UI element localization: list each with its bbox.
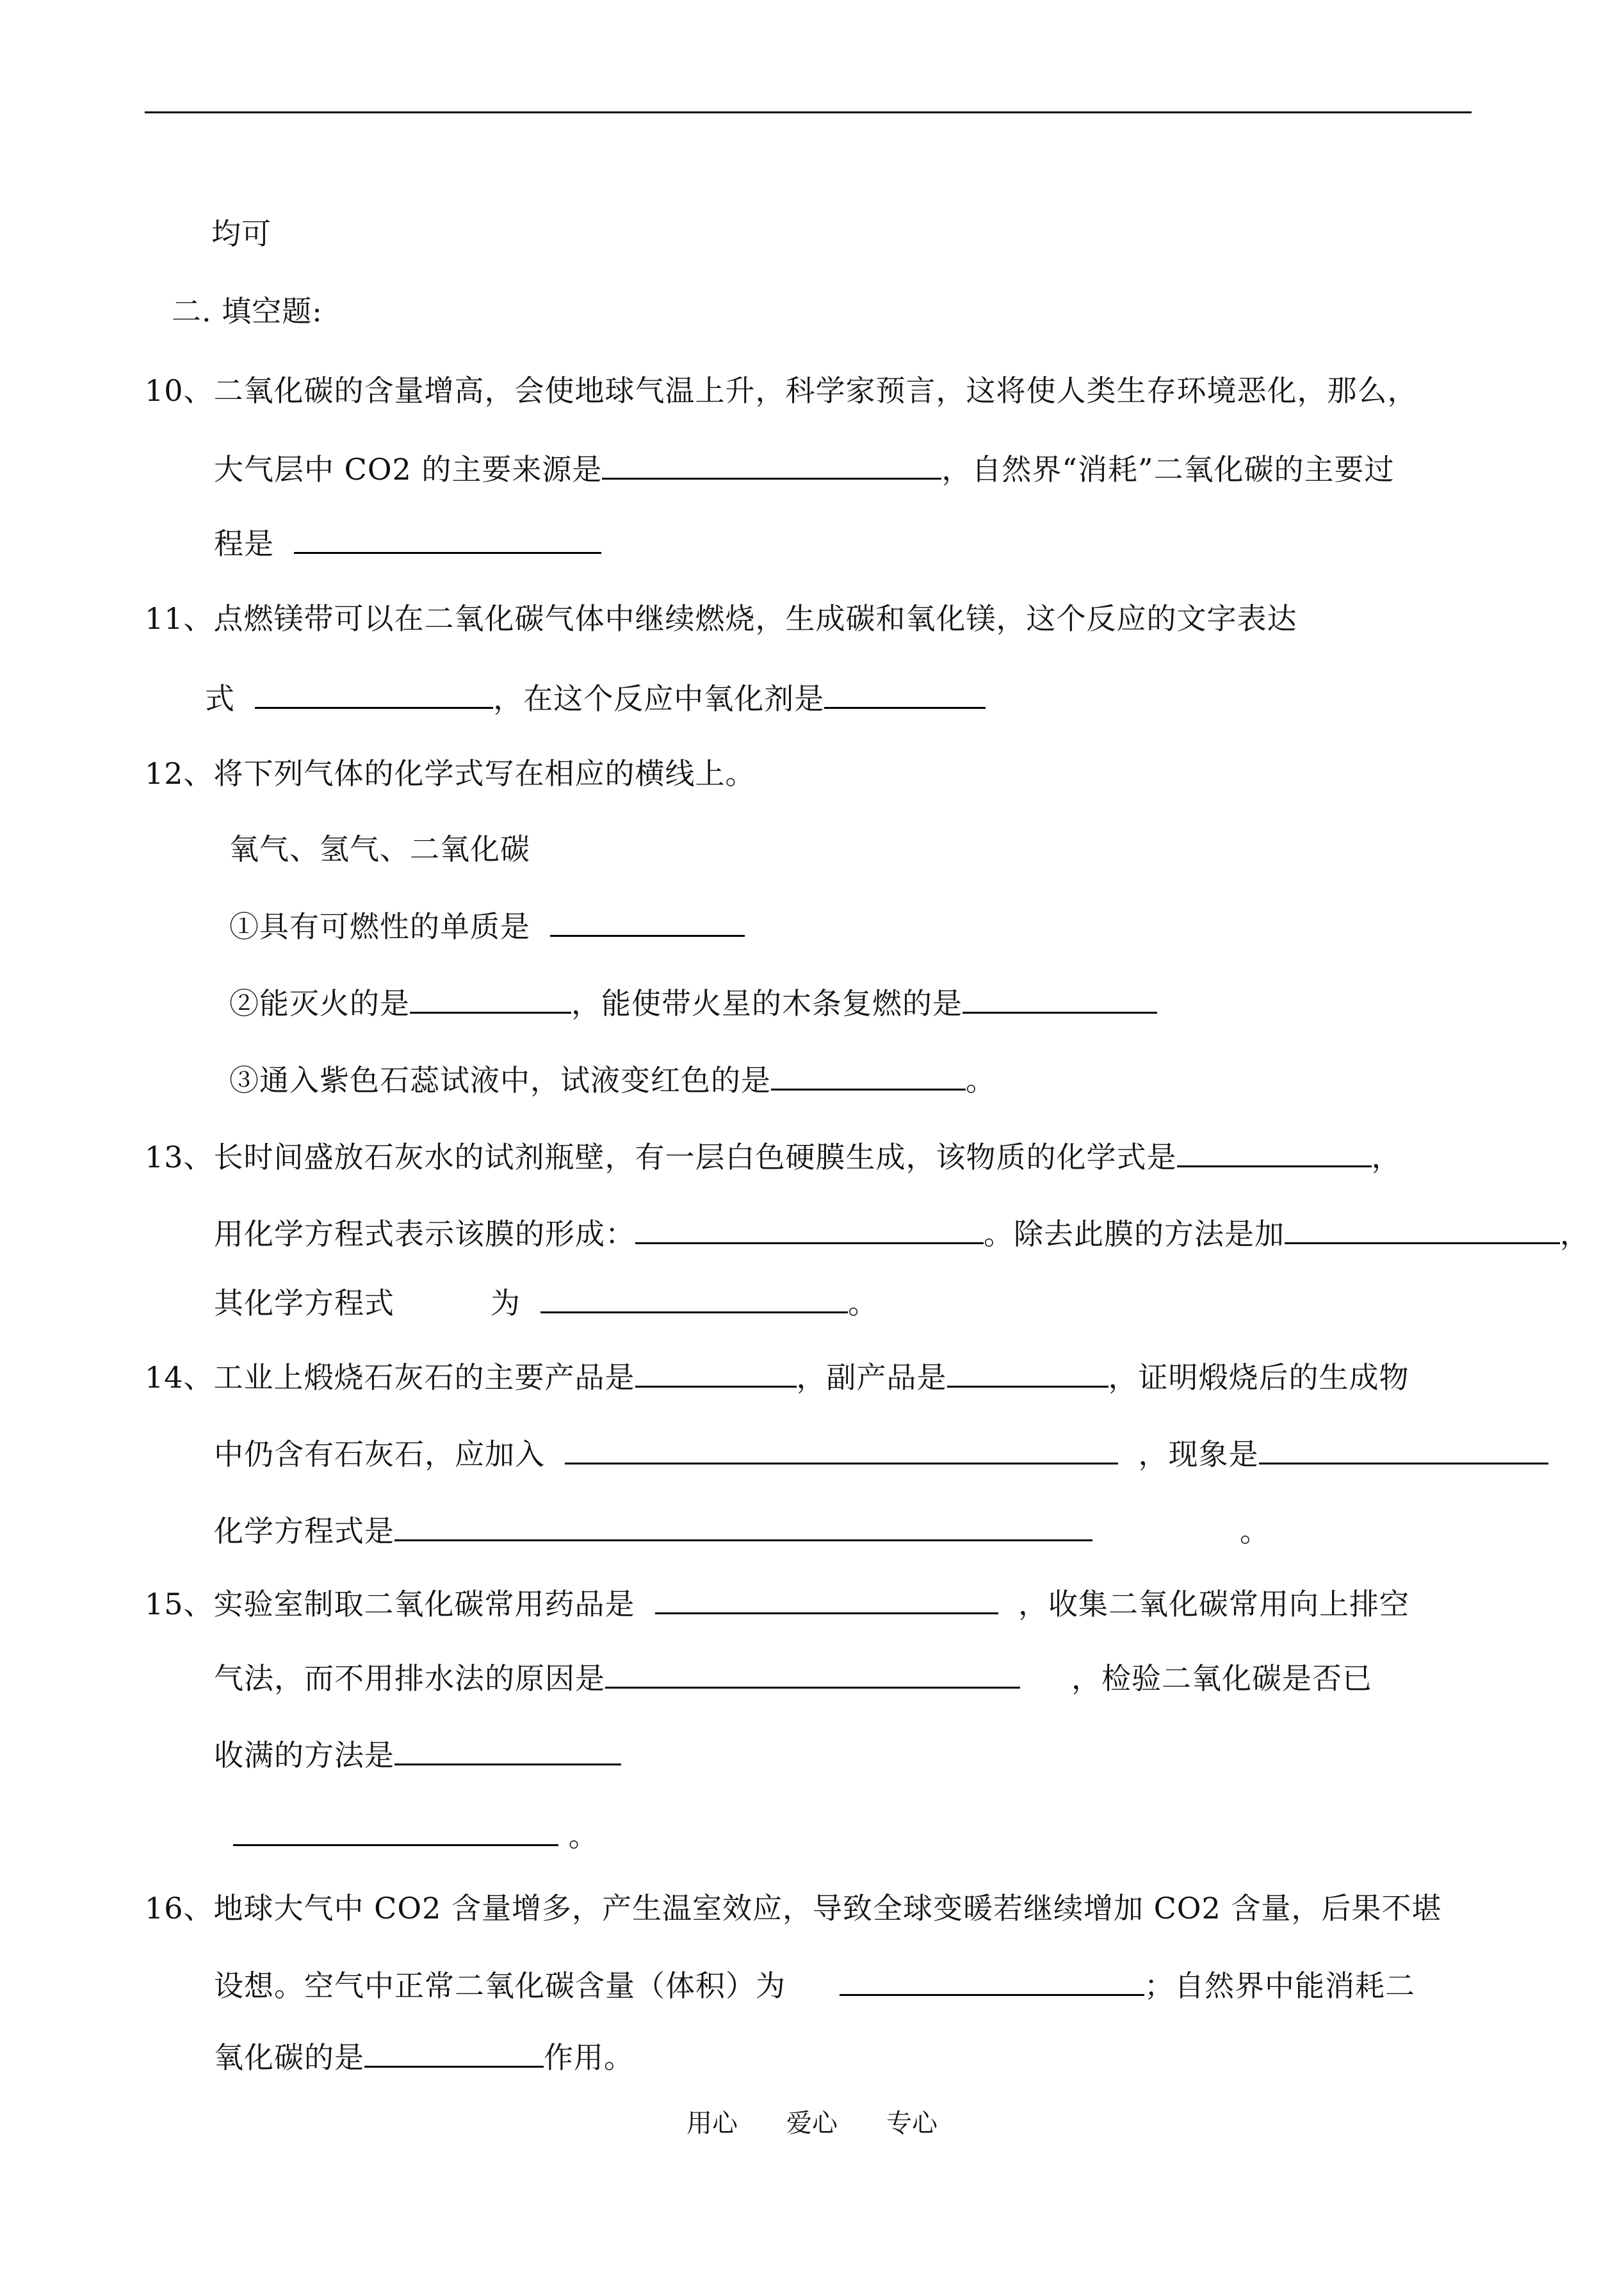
blank-14-1[interactable] [635, 1358, 797, 1388]
blank-15-1[interactable] [655, 1584, 998, 1614]
blank-11-1[interactable] [255, 679, 493, 709]
footer-text-3: 专心 [886, 2109, 938, 2138]
blank-15-4[interactable] [233, 1816, 558, 1846]
blank-13-1[interactable] [1177, 1137, 1372, 1167]
blank-10-2[interactable] [294, 524, 601, 554]
question-13: 13、长时间盛放石灰水的试剂瓶壁，有一层白色硬膜生成，该物质的化学式是 ， [145, 1137, 1402, 1176]
blank-14-2[interactable] [947, 1358, 1108, 1388]
answer-fragment: 均可 [211, 216, 272, 251]
question-13-line-3: 其化学方程式 为 。 [214, 1283, 878, 1322]
question-15-line-3: 收满的方法是 [214, 1735, 621, 1774]
question-10-line-2: 大气层中 CO2 的主要来源是 ，自然界“消耗”二氧化碳的主要过 [214, 450, 1394, 489]
blank-15-3[interactable] [394, 1735, 621, 1765]
blank-15-2[interactable] [605, 1658, 1020, 1689]
question-16-line-3: 氧化碳的是 作用。 [214, 2038, 634, 2077]
blank-13-4[interactable] [540, 1283, 848, 1313]
question-14-line-2: 中仍含有石灰石，应加入 ，现象是 [214, 1434, 1548, 1473]
question-13-line-2: 用化学方程式表示该膜的形成： 。除去此膜的方法是加 ， [214, 1214, 1590, 1253]
question-15-line-4: 。 [233, 1816, 599, 1855]
blank-14-4[interactable] [1259, 1434, 1548, 1464]
blank-12-2[interactable] [410, 984, 571, 1014]
question-11: 11、点燃镁带可以在二氧化碳气体中继续燃烧，生成碳和氧化镁，这个反应的文字表达 [145, 601, 1297, 636]
blank-14-3[interactable] [565, 1434, 1118, 1464]
page-footer [0, 2104, 1624, 2143]
question-12-item-2: ②能灭火的是 ，能使带火星的木条复燃的是 [229, 984, 1157, 1023]
question-12-gases: 氧气、氢气、二氧化碳 [229, 832, 530, 866]
question-16-line-2: 设想。空气中正常二氧化碳含量（体积）为 ；自然界中能消耗二 [214, 1966, 1415, 2005]
blank-16-1[interactable] [840, 1966, 1144, 1996]
footer-text-1: 用心 [686, 2109, 738, 2138]
blank-12-4[interactable] [771, 1060, 966, 1091]
blank-12-3[interactable] [962, 984, 1157, 1014]
footer-text-2: 爱心 [786, 2109, 838, 2138]
header-rule [145, 111, 1472, 113]
question-14: 14、工业上煅烧石灰石的主要产品是 ，副产品是 ，证明煅烧后的生成物 [145, 1358, 1409, 1397]
blank-11-2[interactable] [824, 679, 986, 709]
blank-14-5[interactable] [394, 1511, 1092, 1541]
blank-16-2[interactable] [364, 2038, 544, 2068]
question-12-item-3: ③通入紫色石蕊试液中，试液变红色的是 。 [229, 1060, 996, 1099]
blank-13-2[interactable] [635, 1214, 984, 1244]
question-10: 10、二氧化碳的含量增高，会使地球气温上升，科学家预言，这将使人类生存环境恶化，那么， [145, 373, 1418, 408]
question-12: 12、将下列气体的化学式写在相应的横线上。 [145, 756, 756, 791]
question-16: 16、地球大气中 CO2 含量增多，产生温室效应，导致全球变暖若继续增加 CO2 含量，后果不堪 [145, 1891, 1442, 1926]
question-12-item-1: ①具有可燃性的单质是 [229, 907, 745, 946]
question-15-line-2: 气法，而不用排水法的原因是 ，检验二氧化碳是否已 [214, 1658, 1372, 1698]
question-11-line-2: 式 ，在这个反应中氧化剂是 [205, 679, 986, 718]
question-14-line-3: 化学方程式是 。 [214, 1511, 1270, 1550]
blank-12-1[interactable] [550, 907, 745, 937]
question-10-line-3: 程是 [214, 524, 601, 563]
section-title: 二. 填空题: [172, 294, 323, 328]
blank-10-1[interactable] [602, 450, 941, 480]
blank-13-3[interactable] [1285, 1214, 1560, 1244]
question-15: 15、实验室制取二氧化碳常用药品是 ，收集二氧化碳常用向上排空 [145, 1584, 1409, 1623]
